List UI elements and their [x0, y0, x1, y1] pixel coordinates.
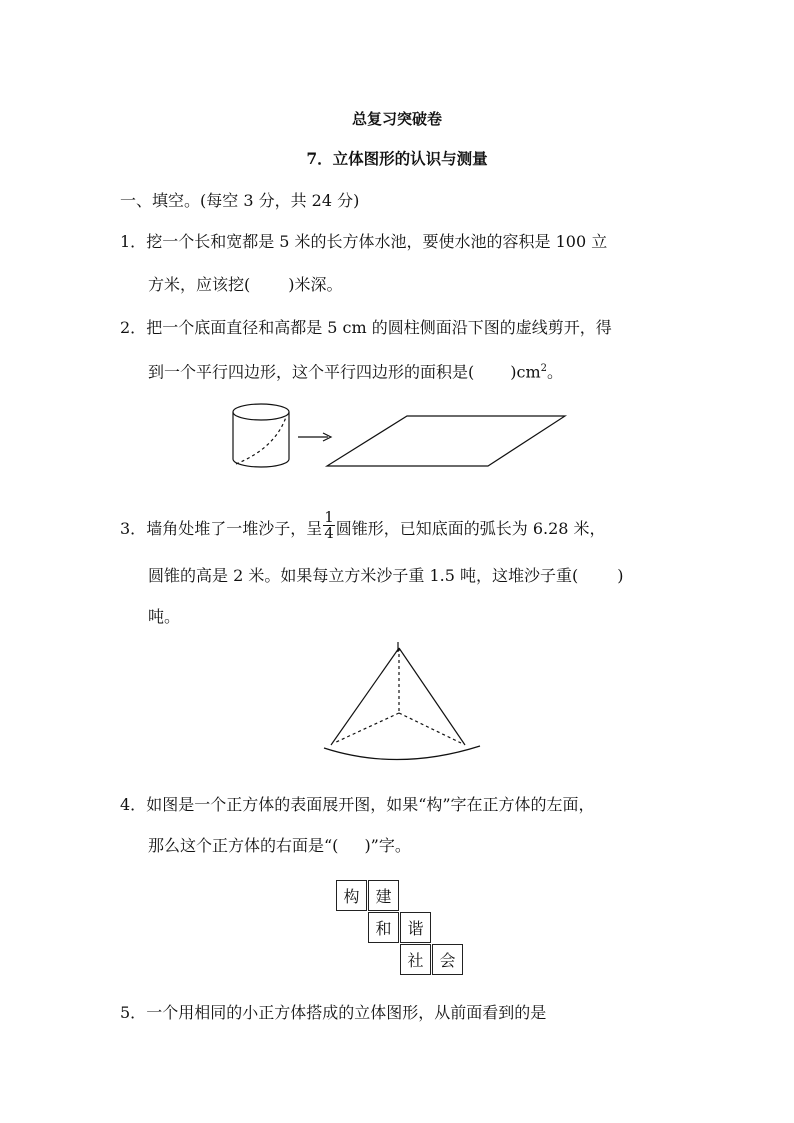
page-title: 总复习突破卷	[351, 110, 442, 128]
question-number: 3．	[120, 519, 147, 538]
question-text: 。	[547, 362, 564, 382]
cone-base-arc	[324, 746, 480, 760]
quarter-cone-figure	[318, 640, 488, 770]
parallelogram	[327, 416, 565, 466]
question-text: 一个用相同的小正方体搭成的立体图形，从前面看到的是	[146, 1003, 547, 1022]
question-text: 方米，应该挖(	[148, 275, 251, 294]
fraction-denominator: 4	[324, 524, 334, 542]
question-4-line-1	[120, 795, 595, 815]
question-5-line-1	[120, 1003, 546, 1023]
unit-exponent: 2	[540, 363, 547, 374]
question-text: )米深。	[288, 275, 343, 294]
question-text: 圆锥形，已知底面的弧长为 6.28 米，	[335, 519, 606, 538]
question-number: 4．	[120, 795, 147, 814]
cut-line-dashed	[236, 417, 286, 464]
question-text: 墙角处堆了一堆沙子，呈	[146, 519, 323, 538]
question-number: 2．	[120, 318, 147, 337]
question-text: 圆锥的高是 2 米。如果每立方米沙子重 1.5 吨，这堆沙子重(	[148, 566, 579, 585]
fraction-quarter	[323, 510, 335, 541]
question-text: )cm	[510, 362, 541, 382]
section-heading: 一、填空。(每空 3 分，共 24 分)	[120, 191, 360, 210]
question-3-line-1	[120, 508, 606, 545]
page-subtitle: 7．立体图形的认识与测量	[306, 149, 488, 168]
question-3-line-3: 吨。	[148, 607, 181, 626]
cone-left-edge	[331, 648, 399, 745]
cylinder-bottom	[233, 459, 289, 467]
question-number: 1．	[120, 232, 147, 251]
question-text: 把一个底面直径和高都是 5 cm 的圆柱侧面沿下图的虚线剪开，得	[146, 318, 612, 337]
cylinder-top	[233, 404, 289, 420]
net-cell-he: 和	[368, 912, 399, 943]
net-cell-xie: 谐	[400, 912, 431, 943]
question-4-line-2	[148, 836, 411, 856]
question-text: 如图是一个正方体的表面展开图，如果“构”字在正方体的左面，	[146, 795, 595, 814]
cone-radius-right-dashed	[399, 713, 461, 743]
net-cell-gou: 构	[336, 880, 367, 911]
cone-radius-left-dashed	[334, 713, 399, 743]
question-2-line-2	[148, 359, 563, 382]
question-1-line-1	[120, 232, 607, 252]
net-cell-hui: 会	[432, 944, 463, 975]
question-3-line-2	[148, 566, 623, 586]
question-text: )”字。	[364, 836, 411, 855]
fraction-numerator: 1	[324, 508, 334, 526]
cylinder-unroll-figure	[220, 398, 580, 474]
question-text: 那么这个正方体的右面是“(	[148, 836, 339, 855]
cube-net-figure	[336, 880, 466, 976]
cone-right-edge	[399, 648, 465, 745]
question-1-line-2	[148, 275, 343, 295]
net-cell-she: 社	[400, 944, 431, 975]
question-text: )	[617, 566, 624, 585]
question-text: 到一个平行四边形，这个平行四边形的面积是(	[148, 362, 475, 382]
question-text: 挖一个长和宽都是 5 米的长方体水池，要使水池的容积是 100 立	[146, 232, 608, 251]
net-cell-jian: 建	[368, 880, 399, 911]
question-number: 5．	[120, 1003, 147, 1022]
question-2-line-1	[120, 318, 612, 338]
